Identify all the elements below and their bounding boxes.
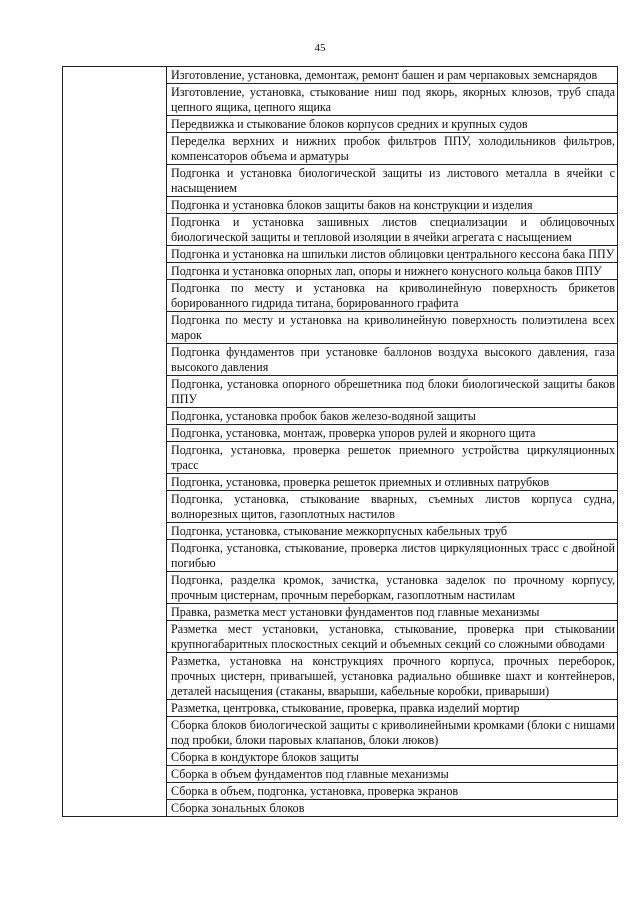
operation-text: Изготовление, установка, демонтаж, ремонт башен и рам черпаковых земснарядов (171, 68, 598, 82)
operation-text: Правка, разметка мест установки фундаментов под главные механизмы (171, 605, 540, 619)
operation-cell (167, 280, 618, 312)
operation-cell (167, 442, 618, 474)
operation-cell (167, 165, 618, 197)
operation-cell (167, 621, 618, 653)
operation-text: Подгонка и установка на шпильки листов облицовки центрального кессона бака ППУ (171, 247, 615, 261)
operation-cell (167, 717, 618, 749)
operation-cell (167, 572, 618, 604)
operation-text: Сборка зональных блоков (171, 801, 305, 815)
operation-cell (167, 425, 618, 442)
operation-text: Подгонка, разделка кромок, зачистка, установка заделок по прочному корпусу, прочным цистернам, прочным переборкам, газоплотным настилам (171, 573, 615, 602)
operations-table (62, 66, 618, 817)
operation-cell (167, 344, 618, 376)
operation-text: Подгонка и установка зашивных листов специализации и облицовочных биологической защиты и тепловой изоляции в ячейки агрегата с насыщением (171, 215, 615, 244)
operation-text: Переделка верхних и нижних пробок фильтров ППУ, холодильников фильтров, компенсаторов объема и арматуры (171, 134, 615, 163)
operation-cell (167, 133, 618, 165)
operation-cell (167, 604, 618, 621)
operation-cell (167, 67, 618, 84)
operation-text: Подгонка фундаментов при установке баллонов воздуха высокого давления, газа высокого давления (171, 345, 615, 374)
operation-text: Разметка, установка на конструкциях прочного корпуса, прочных переборок, прочных цистерн, привarышей, установка радиально обшивке шахт и контейнеров, деталей насыщения (стаканы, вварыши, кабельные коробки, приварыши) (171, 654, 615, 698)
operation-text: Подгонка, установка, монтаж, проверка упоров рулей и якорного щита (171, 426, 536, 440)
operation-text: Сборка в объем, подгонка, установка, проверка экранов (171, 784, 459, 798)
operation-text: Сборка в кондукторе блоков защиты (171, 750, 359, 764)
operation-text: Подгонка, установка опорного обрешетника под блоки биологической защиты баков ППУ (171, 377, 615, 406)
operation-cell (167, 700, 618, 717)
operation-cell (167, 540, 618, 572)
operation-text: Разметка мест установки, установка, стыкование, проверка при стыковании крупногабаритных плоскостных секций и объемных секций со сложными обводами (171, 622, 615, 651)
operation-cell (167, 312, 618, 344)
operation-cell (167, 491, 618, 523)
operation-cell (167, 246, 618, 263)
operation-text: Сборка блоков биологической защиты с криволинейными кромками (блоки с нишами под пробки, блоки паровых клапанов, блоки люков) (171, 718, 615, 747)
operation-cell (167, 800, 618, 817)
operation-cell (167, 653, 618, 700)
operation-cell (167, 214, 618, 246)
operation-cell (167, 749, 618, 766)
operation-text: Подгонка, установка, стыкование вварных, съемных листов корпуса судна, волнорезных щитов, газоплотных настилов (171, 492, 615, 521)
operations-table-body (63, 67, 618, 817)
operation-text: Подгонка и установка блоков защиты баков на конструкции и изделия (171, 198, 533, 212)
operation-text: Подгонка, установка, проверка решеток приемного устройства циркуляционных трасс (171, 443, 615, 472)
operation-text: Подгонка, установка, стыкование, проверка листов циркуляционных трасс с двойной погибью (171, 541, 615, 570)
operation-cell (167, 408, 618, 425)
operation-cell (167, 197, 618, 214)
operation-text: Изготовление, установка, стыкование ниш под якорь, якорных клюзов, труб спада цепного ящика, цепного ящика (171, 85, 615, 114)
operation-cell (167, 376, 618, 408)
operation-text: Сборка в объем фундаментов под главные механизмы (171, 767, 449, 781)
operation-text: Подгонка, установка, проверка решеток приемных и отливных патрубков (171, 475, 550, 489)
operation-cell (167, 783, 618, 800)
operation-text: Подгонка и установка опорных лап, опоры и нижнего конусного кольца баков ППУ (171, 264, 602, 278)
operation-text: Подгонка по месту и установка на криволинейную поверхность брикетов борированного гидрида титана, борированного графита (171, 281, 615, 310)
operation-cell (167, 474, 618, 491)
operation-text: Подгонка и установка биологической защиты из листового металла в ячейки с насыщением (171, 166, 615, 195)
operation-text: Передвижка и стыкование блоков корпусов средних и крупных судов (171, 117, 528, 131)
table-row (63, 67, 618, 84)
page-number: 45 (314, 42, 326, 54)
operation-cell (167, 766, 618, 783)
operation-cell (167, 523, 618, 540)
left-column-cell (63, 67, 167, 817)
operation-cell (167, 263, 618, 280)
operation-text: Подгонка, установка, стыкование межкорпусных кабельных труб (171, 524, 508, 538)
operation-text: Подгонка, установка пробок баков железо-водяной защиты (171, 409, 476, 423)
operation-text: Разметка, центровка, стыкование, проверка, правка изделий мортир (171, 701, 520, 715)
operation-text: Подгонка по месту и установка на криволинейную поверхность полиэтилена всех марок (171, 313, 615, 342)
operation-cell (167, 116, 618, 133)
operation-cell (167, 84, 618, 116)
